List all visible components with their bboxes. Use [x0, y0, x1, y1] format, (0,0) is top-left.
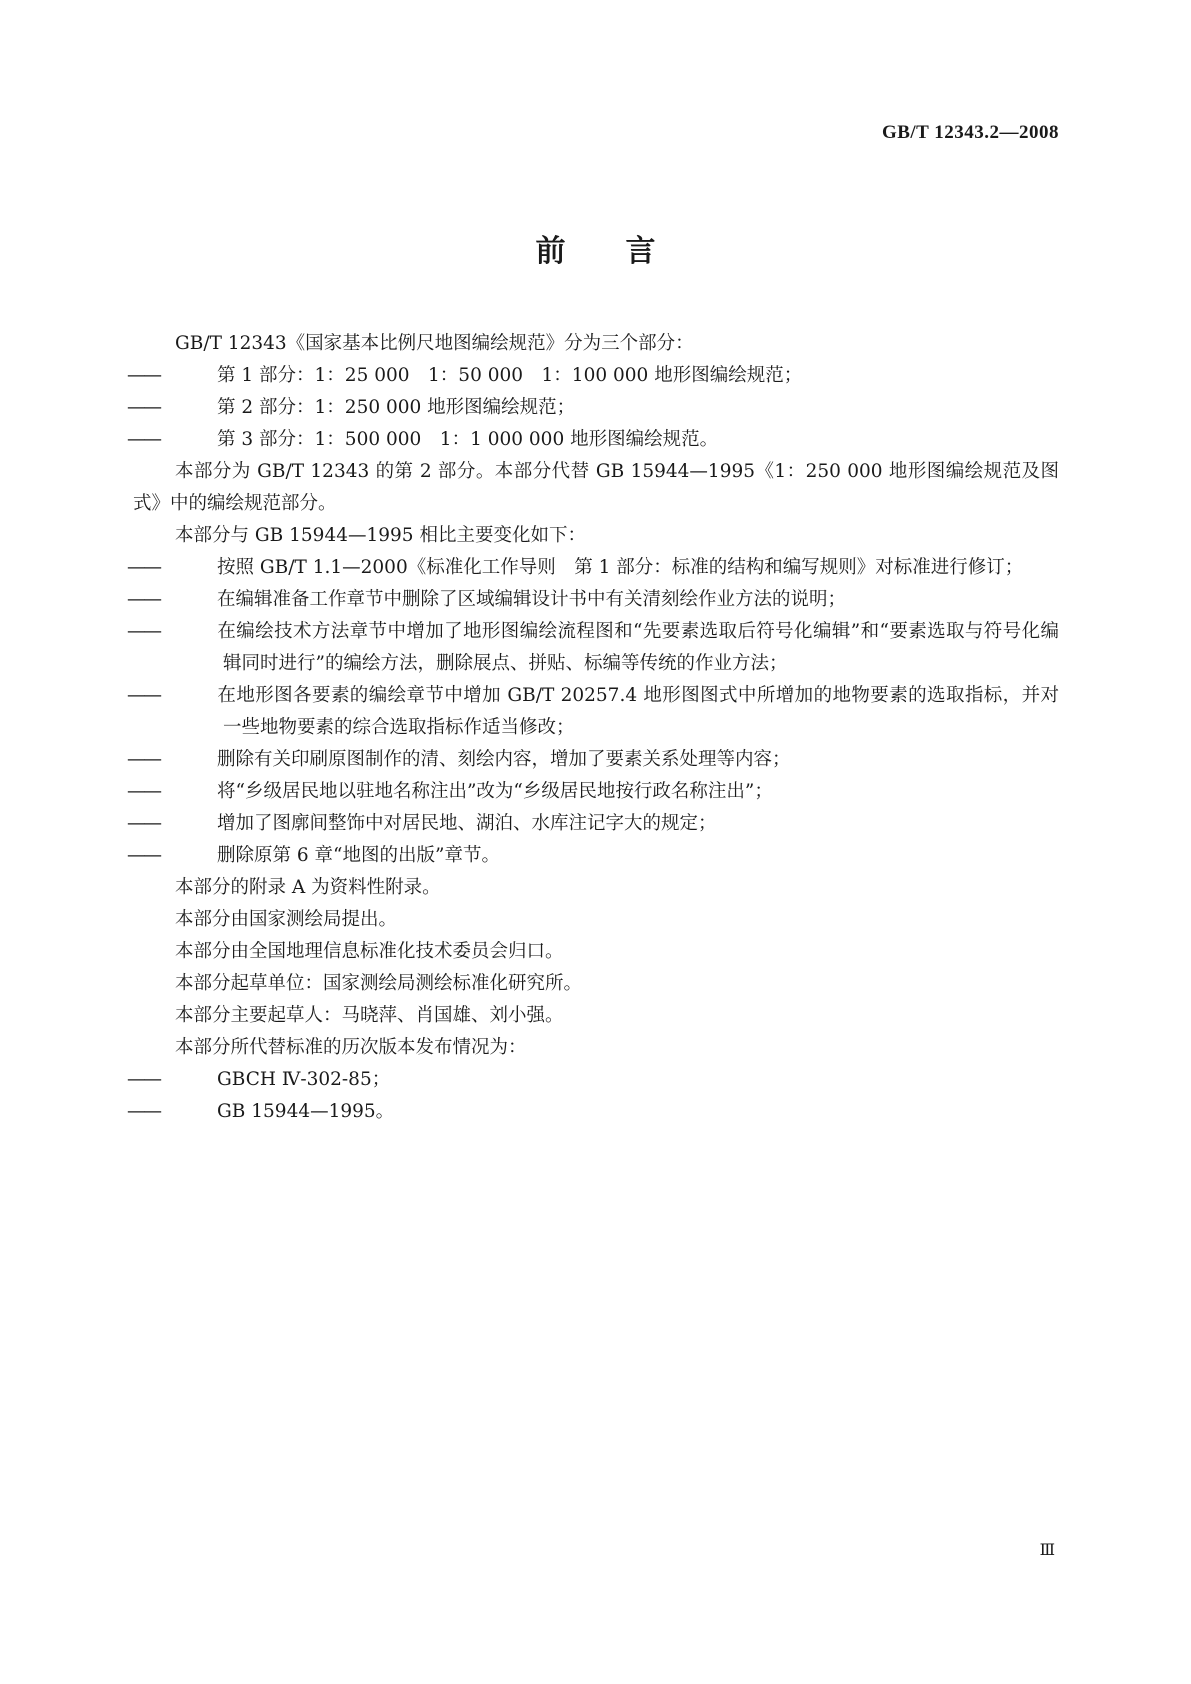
- dash-mark: ——: [127, 397, 160, 418]
- paragraph: [133, 904, 1059, 936]
- document-body: [127, 328, 1059, 1128]
- dash-mark: ——: [127, 749, 160, 770]
- paragraph: [133, 328, 1059, 360]
- dash-item-text: GBCH Ⅳ-302-85；: [217, 1069, 391, 1090]
- dash-item-text: 第 2 部分：1：250 000 地形图编绘规范；: [217, 397, 576, 418]
- dash-item: [127, 584, 1059, 616]
- paragraph-text: 本部分起草单位：国家测绘局测绘标准化研究所。: [175, 973, 583, 994]
- standard-code: GB/T 12343.2—2008: [881, 122, 1059, 143]
- dash-item: [127, 776, 1059, 808]
- dash-item: [127, 680, 1059, 744]
- dash-item-text: 增加了图廓间整饰中对居民地、湖泊、水库注记字大的规定；: [217, 813, 717, 834]
- dash-item-text: 在编绘技术方法章节中增加了地形图编绘流程图和“先要素选取后符号化编辑”和“要素选取与符号化编辑同时进行”的编绘方法，删除展点、拼贴、标编等传统的作业方法；: [217, 621, 1059, 674]
- paragraph: [133, 1032, 1059, 1064]
- dash-item-text: 删除原第 6 章“地图的出版”章节。: [217, 845, 500, 866]
- dash-item: [127, 840, 1059, 872]
- page-number: Ⅲ: [1039, 1542, 1055, 1559]
- paragraph: [133, 936, 1059, 968]
- dash-item-text: 将“乡级居民地以驻地名称注出”改为“乡级居民地按行政名称注出”；: [217, 781, 773, 802]
- dash-item: [127, 1096, 1059, 1128]
- dash-item: [127, 1064, 1059, 1096]
- dash-mark: ——: [127, 813, 160, 834]
- paragraph-text: 本部分的附录 A 为资料性附录。: [175, 877, 441, 898]
- dash-item-text: 第 3 部分：1：500 000 1：1 000 000 地形图编绘规范。: [217, 429, 719, 450]
- dash-mark: ——: [127, 589, 160, 610]
- dash-item-text: 第 1 部分：1：25 000 1：50 000 1：100 000 地形图编绘规范；: [217, 365, 803, 386]
- dash-item-text: 在地形图各要素的编绘章节中增加 GB/T 20257.4 地形图图式中所增加的地物要素的选取指标，并对一些地物要素的综合选取指标作适当修改；: [217, 685, 1059, 738]
- dash-item: [127, 360, 1059, 392]
- dash-item: [127, 552, 1059, 584]
- dash-item: [127, 424, 1059, 456]
- dash-mark: ——: [127, 621, 160, 642]
- paragraph-text: 本部分由全国地理信息标准化技术委员会归口。: [175, 941, 564, 962]
- page-title: 前言: [535, 234, 716, 269]
- dash-mark: ——: [127, 845, 160, 866]
- paragraph-text: 本部分主要起草人：马晓萍、肖国雄、刘小强。: [175, 1005, 564, 1026]
- dash-item-text: 按照 GB/T 1.1—2000《标准化工作导则 第 1 部分：标准的结构和编写规则》对标准进行修订；: [217, 557, 1024, 578]
- paragraph-text: GB/T 12343《国家基本比例尺地图编绘规范》分为三个部分：: [175, 333, 694, 354]
- dash-item: [127, 616, 1059, 680]
- dash-mark: ——: [127, 685, 160, 706]
- dash-item-text: 删除有关印刷原图制作的清、刻绘内容，增加了要素关系处理等内容；: [217, 749, 791, 770]
- dash-mark: ——: [127, 1069, 160, 1090]
- dash-mark: ——: [127, 429, 160, 450]
- dash-item: [127, 392, 1059, 424]
- dash-mark: ——: [127, 365, 160, 386]
- dash-mark: ——: [127, 781, 160, 802]
- paragraph: [133, 968, 1059, 1000]
- dash-item-text: 在编辑准备工作章节中删除了区域编辑设计书中有关清刻绘作业方法的说明；: [217, 589, 847, 610]
- dash-item-text: GB 15944—1995。: [217, 1101, 395, 1122]
- dash-mark: ——: [127, 557, 160, 578]
- paragraph-text: 本部分所代替标准的历次版本发布情况为：: [175, 1037, 527, 1058]
- dash-mark: ——: [127, 1101, 160, 1122]
- paragraph: [133, 456, 1059, 520]
- paragraph-text: 本部分与 GB 15944—1995 相比主要变化如下：: [175, 525, 586, 546]
- dash-item: [127, 744, 1059, 776]
- paragraph-text: 本部分由国家测绘局提出。: [175, 909, 398, 930]
- paragraph: [133, 872, 1059, 904]
- paragraph-text: 本部分为 GB/T 12343 的第 2 部分。本部分代替 GB 15944—1995《1：250 000 地形图编绘规范及图式》中的编绘规范部分。: [133, 461, 1059, 514]
- paragraph: [133, 1000, 1059, 1032]
- dash-item: [127, 808, 1059, 840]
- paragraph: [133, 520, 1059, 552]
